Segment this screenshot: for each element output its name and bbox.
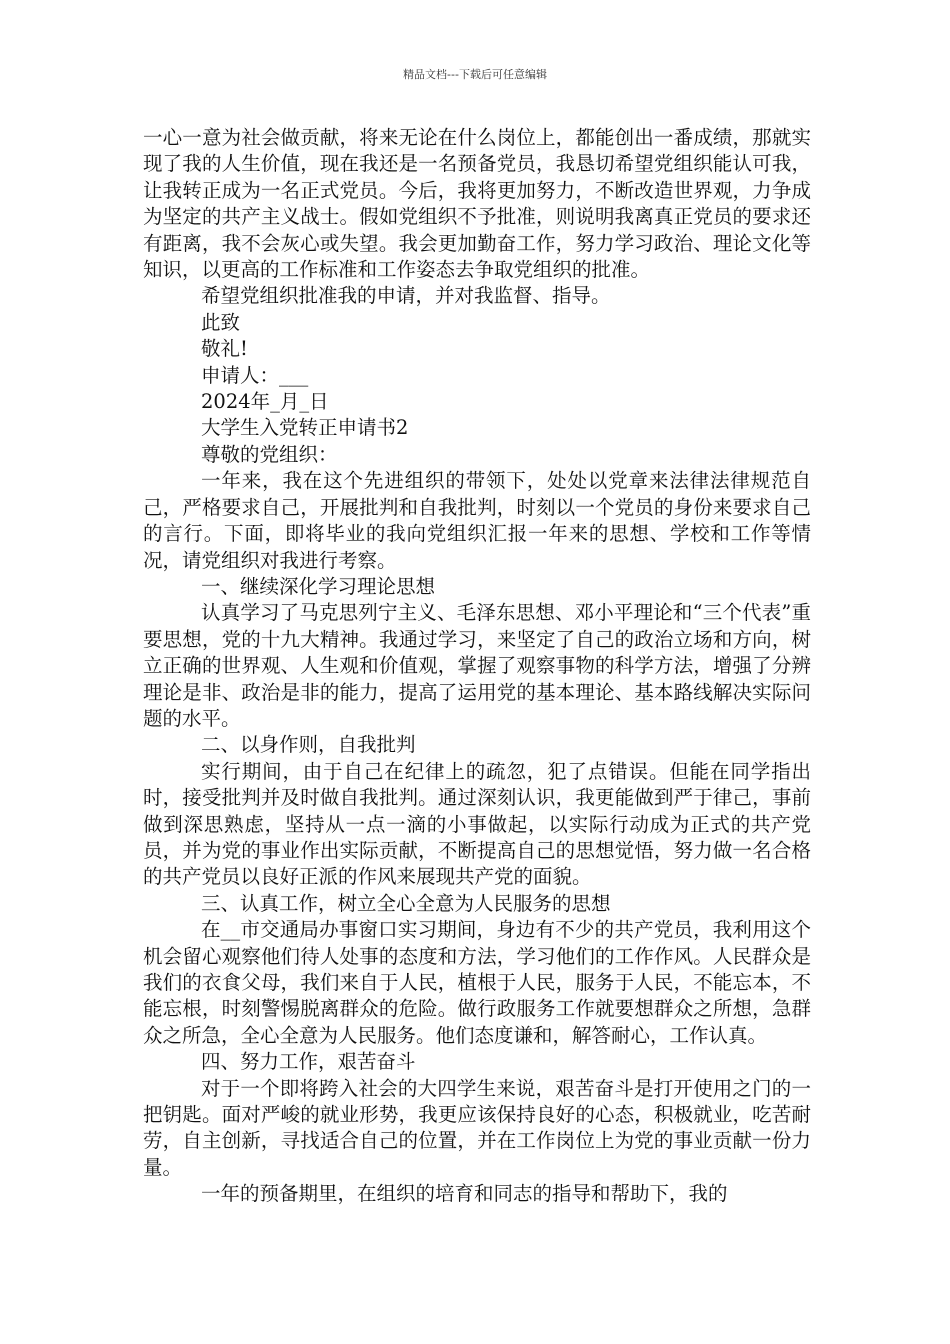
greeting-line: 尊敬的党组织： — [201, 442, 338, 466]
page-header: 精品文档---下载后可任意编辑 — [403, 68, 547, 81]
paragraph: 希望党组织批准我的申请，并对我监督、指导。 — [201, 284, 611, 308]
paragraph: 一年来，我在这个先进组织的带领下，处处以党章来法律法律规范自己，严格要求自己，开展批判和自我批判，时刻以一个党员的身份来要求自己的言行。下面，即将毕业的我向党组织汇报一年来的思想、学校和工作等情况，请党组织对我进行考察。 — [143, 469, 811, 572]
section-heading: 二、以身作则，自我批判 — [201, 733, 416, 757]
paragraph: 一年的预备期里，在组织的培育和同志的指导和帮助下，我的 — [201, 1182, 728, 1206]
paragraph: 对于一个即将跨入社会的大四学生来说，艰苦奋斗是打开使用之门的一把钥匙。面对严峻的就业形势，我更应该保持良好的心态，积极就业，吃苦耐劳，自主创新，寻找适合自己的位置，并在工作岗位上为党的事业贡献一份力量。 — [143, 1076, 811, 1179]
paragraph: 一心一意为社会做贡献，将来无论在什么岗位上，都能创出一番成绩，那就实现了我的人生价值，现在我还是一名预备党员，我恳切希望党组织能认可我，让我转正成为一名正式党员。今后，我将更加努力，不断改造世界观，力争成为坚定的共产主义战士。假如党组织不予批准，则说明我离真正党员的要求还有距离，我不会灰心或失望。我会更加勤奋工作，努力学习政治、理论文化等知识，以更高的工作标准和工作姿态去争取党组织的批准。 — [143, 126, 811, 282]
paragraph: 认真学习了马克思列宁主义、毛泽东思想、邓小平理论和“三个代表”重要思想，党的十九大精神。我通过学习，来坚定了自己的政治立场和方向，树立正确的世界观、人生观和价值观，掌握了观察事物的科学方法，增强了分辨理论是非、政治是非的能力，提高了运用党的基本理论、基本路线解决实际问题的水平。 — [143, 601, 811, 730]
salutation-line: 此致 — [201, 310, 241, 334]
applicant-line: 申请人：___ — [201, 363, 309, 387]
section-heading: 四、努力工作，艰苦奋斗 — [201, 1050, 416, 1074]
section-heading: 三、认真工作，树立全心全意为人民服务的思想 — [201, 891, 611, 915]
document-body — [143, 125, 811, 1208]
salutation-line: 敬礼! — [201, 337, 248, 361]
paragraph: 实行期间，由于自己在纪律上的疏忽，犯了点错误。但能在同学指出时，接受批判并及时做自我批判。通过深刻认识，我更能做到严于律己，事前做到深思熟虑，坚持从一点一滴的小事做起，以实际行动成为正式的共产党员，并为党的事业作出实际贡献，不断提高自己的思想觉悟，努力做一名合格的共产党员以良好正派的作风来展现共产党的面貌。 — [143, 759, 811, 889]
date-line: 2024年_月_日 — [201, 390, 329, 414]
paragraph: 在__市交通局办事窗口实习期间，身边有不少的共产党员，我利用这个机会留心观察他们待人处事的态度和方法，学习他们的工作作风。人民群众是我们的衣食父母，我们来自于人民，植根于人民，服务于人民，不能忘本，不能忘根，时刻警惕脱离群众的危险。做行政服务工作就要想群众之所想，急群众之所急，全心全意为人民服务。他们态度谦和，解答耐心，工作认真。 — [143, 918, 811, 1047]
section-heading: 一、继续深化学习理论思想 — [201, 574, 436, 598]
section-title: 大学生入党转正申请书2 — [201, 416, 409, 440]
